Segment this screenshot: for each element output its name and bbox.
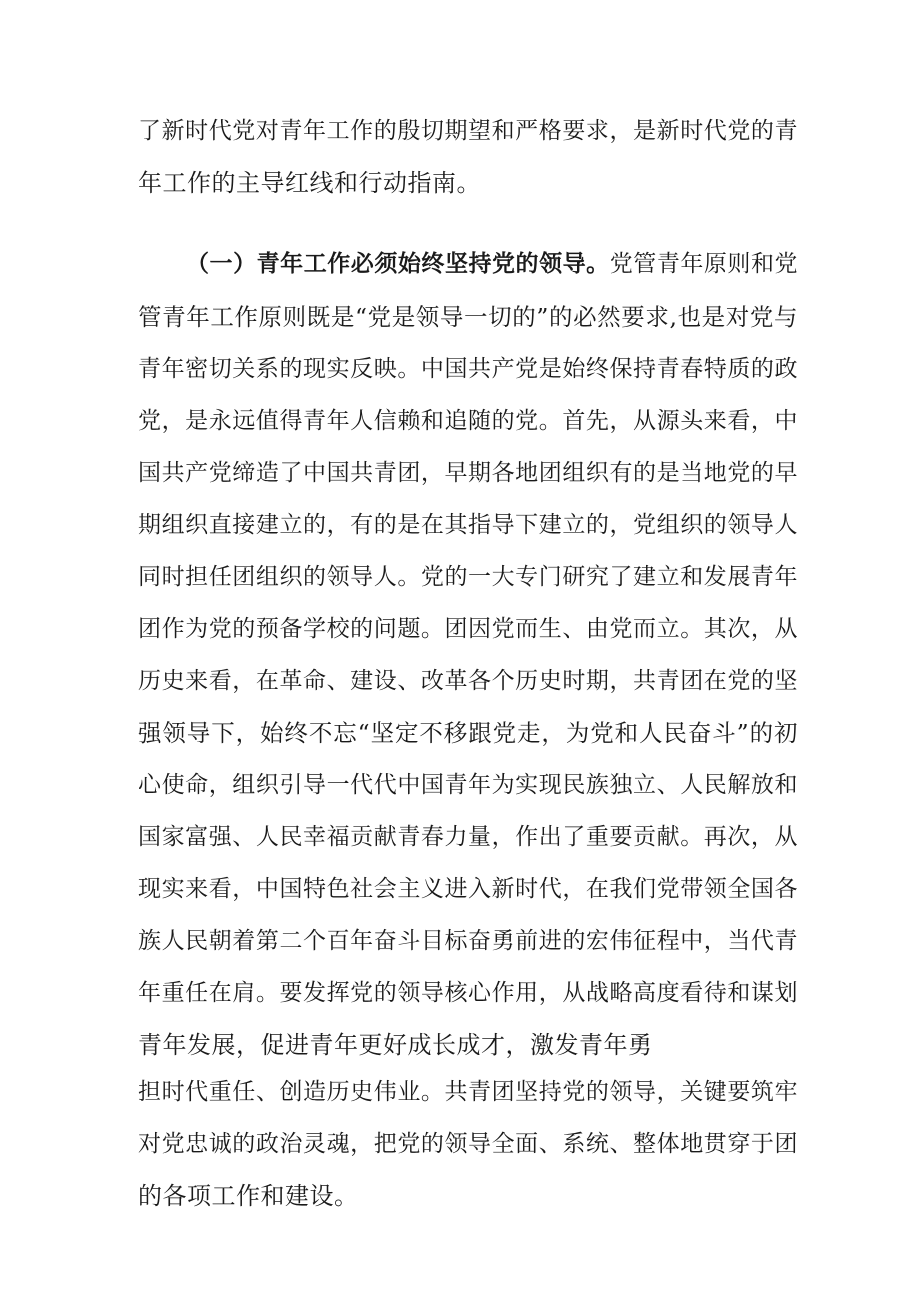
paragraph-line: 的各项工作和建设。 xyxy=(138,1182,359,1210)
paragraph-line: 同时担任团组织的领导人。党的一大专门研究了建立和发展青年 xyxy=(138,564,798,590)
paragraph-line: 历史来看，在革命、建设、改革各个历史时期，共青团在党的坚 xyxy=(138,668,798,694)
paragraph-line: 对党忠诚的政治灵魂，把党的领导全面、系统、整体地贯穿于团 xyxy=(138,1131,798,1157)
paragraph-line: 党，是永远值得青年人信赖和追随的党。首先，从源头来看，中 xyxy=(138,408,798,434)
paragraph-line: 国共产党缔造了中国共青团，早期各地团组织有的是当地党的早 xyxy=(138,460,798,486)
section-heading-line xyxy=(186,240,798,288)
paragraph-line: 担时代重任、创造历史伟业。共青团坚持党的领导，关键要筑牢 xyxy=(138,1079,798,1105)
paragraph-line: 年工作的主导红线和行动指南。 xyxy=(138,169,481,197)
paragraph-line: 青年密切关系的现实反映。中国共产党是始终保持青春特质的政 xyxy=(138,356,798,382)
paragraph-text: 党管青年原则和党 xyxy=(609,251,798,277)
paragraph-line: 期组织直接建立的，有的是在其指导下建立的，党组织的领导人 xyxy=(138,512,798,538)
paragraph-line: 强领导下，始终不忘“坚定不移跟党走，为党和人民奋斗”的初 xyxy=(138,719,798,747)
section-heading: （一）青年工作必须始终坚持党的领导。 xyxy=(186,250,610,277)
paragraph-line: 青年发展，促进青年更好成长成才，激发青年勇 xyxy=(138,1031,653,1059)
paragraph-line: 年重任在肩。要发挥党的领导核心作用，从战略高度看待和谋划 xyxy=(138,980,798,1006)
paragraph-line: 了新时代党对青年工作的殷切期望和严格要求，是新时代党的青 xyxy=(138,118,798,144)
paragraph-line: 现实来看，中国特色社会主义进入新时代，在我们党带领全国各 xyxy=(138,876,798,902)
paragraph-line: 管青年工作原则既是“党是领导一切的”的必然要求,也是对党与 xyxy=(138,303,798,331)
paragraph-line: 族人民朝着第二个百年奋斗目标奋勇前进的宏伟征程中，当代青 xyxy=(138,928,798,954)
paragraph-line: 心使命，组织引导一代代中国青年为实现民族独立、人民解放和 xyxy=(138,772,798,798)
paragraph-line: 团作为党的预备学校的问题。团因党而生、由党而立。其次，从 xyxy=(138,616,798,642)
paragraph-line: 国家富强、人民幸福贡献青春力量，作出了重要贡献。再次，从 xyxy=(138,824,798,850)
